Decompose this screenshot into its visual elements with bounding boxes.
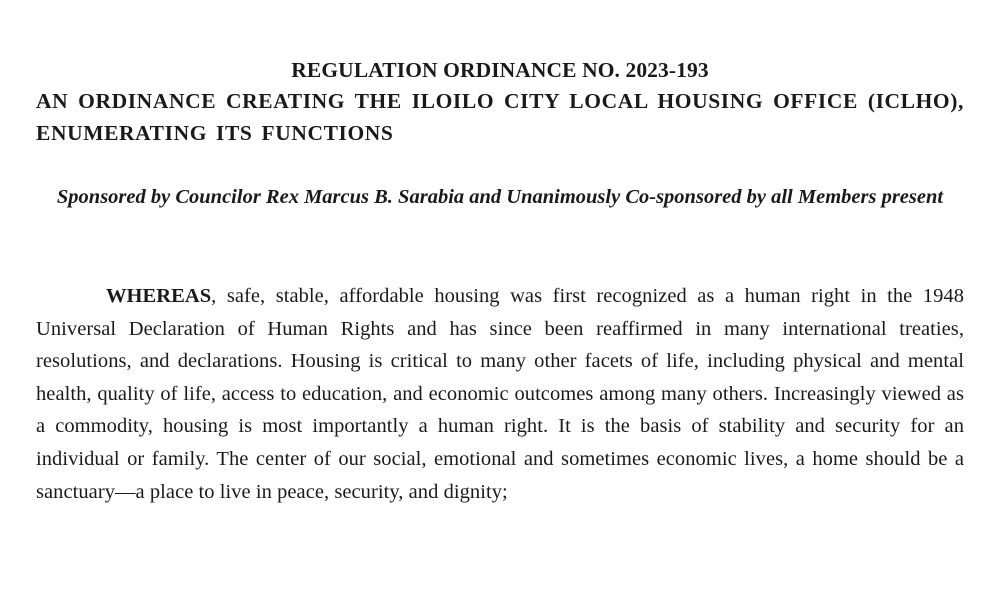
sponsor-statement: Sponsored by Councilor Rex Marcus B. Sarabia and Unanimously Co-sponsored by all Members present — [56, 186, 944, 208]
ordinance-number-heading: REGULATION ORDINANCE NO. 2023-193 — [291, 58, 709, 82]
whereas-paragraph — [36, 280, 964, 508]
ordinance-title: AN ORDINANCE CREATING THE ILOILO CITY LOCAL HOUSING OFFICE (ICLHO), ENUMERATING ITS FUNCTIONS — [36, 89, 964, 145]
whereas-lead-word: WHEREAS — [106, 285, 212, 307]
whereas-paragraph-text: , safe, stable, affordable housing was first recognized as a human right in the 1948 Universal Declaration of Human Rights and has since been reaffirmed in many international treaties, resolutions, and declarations. Housing is critical to many other facets of life, including physical and mental health, quality of life, access to education, and economic outcomes among many others. Increasingly viewed as a commodity, housing is most importantly a human right. It is the basis of stability and security for an individual or family. The center of our social, emotional and sometimes economic lives, a home should be a sanctuary—a place to live in peace, security, and dignity; — [36, 285, 964, 503]
